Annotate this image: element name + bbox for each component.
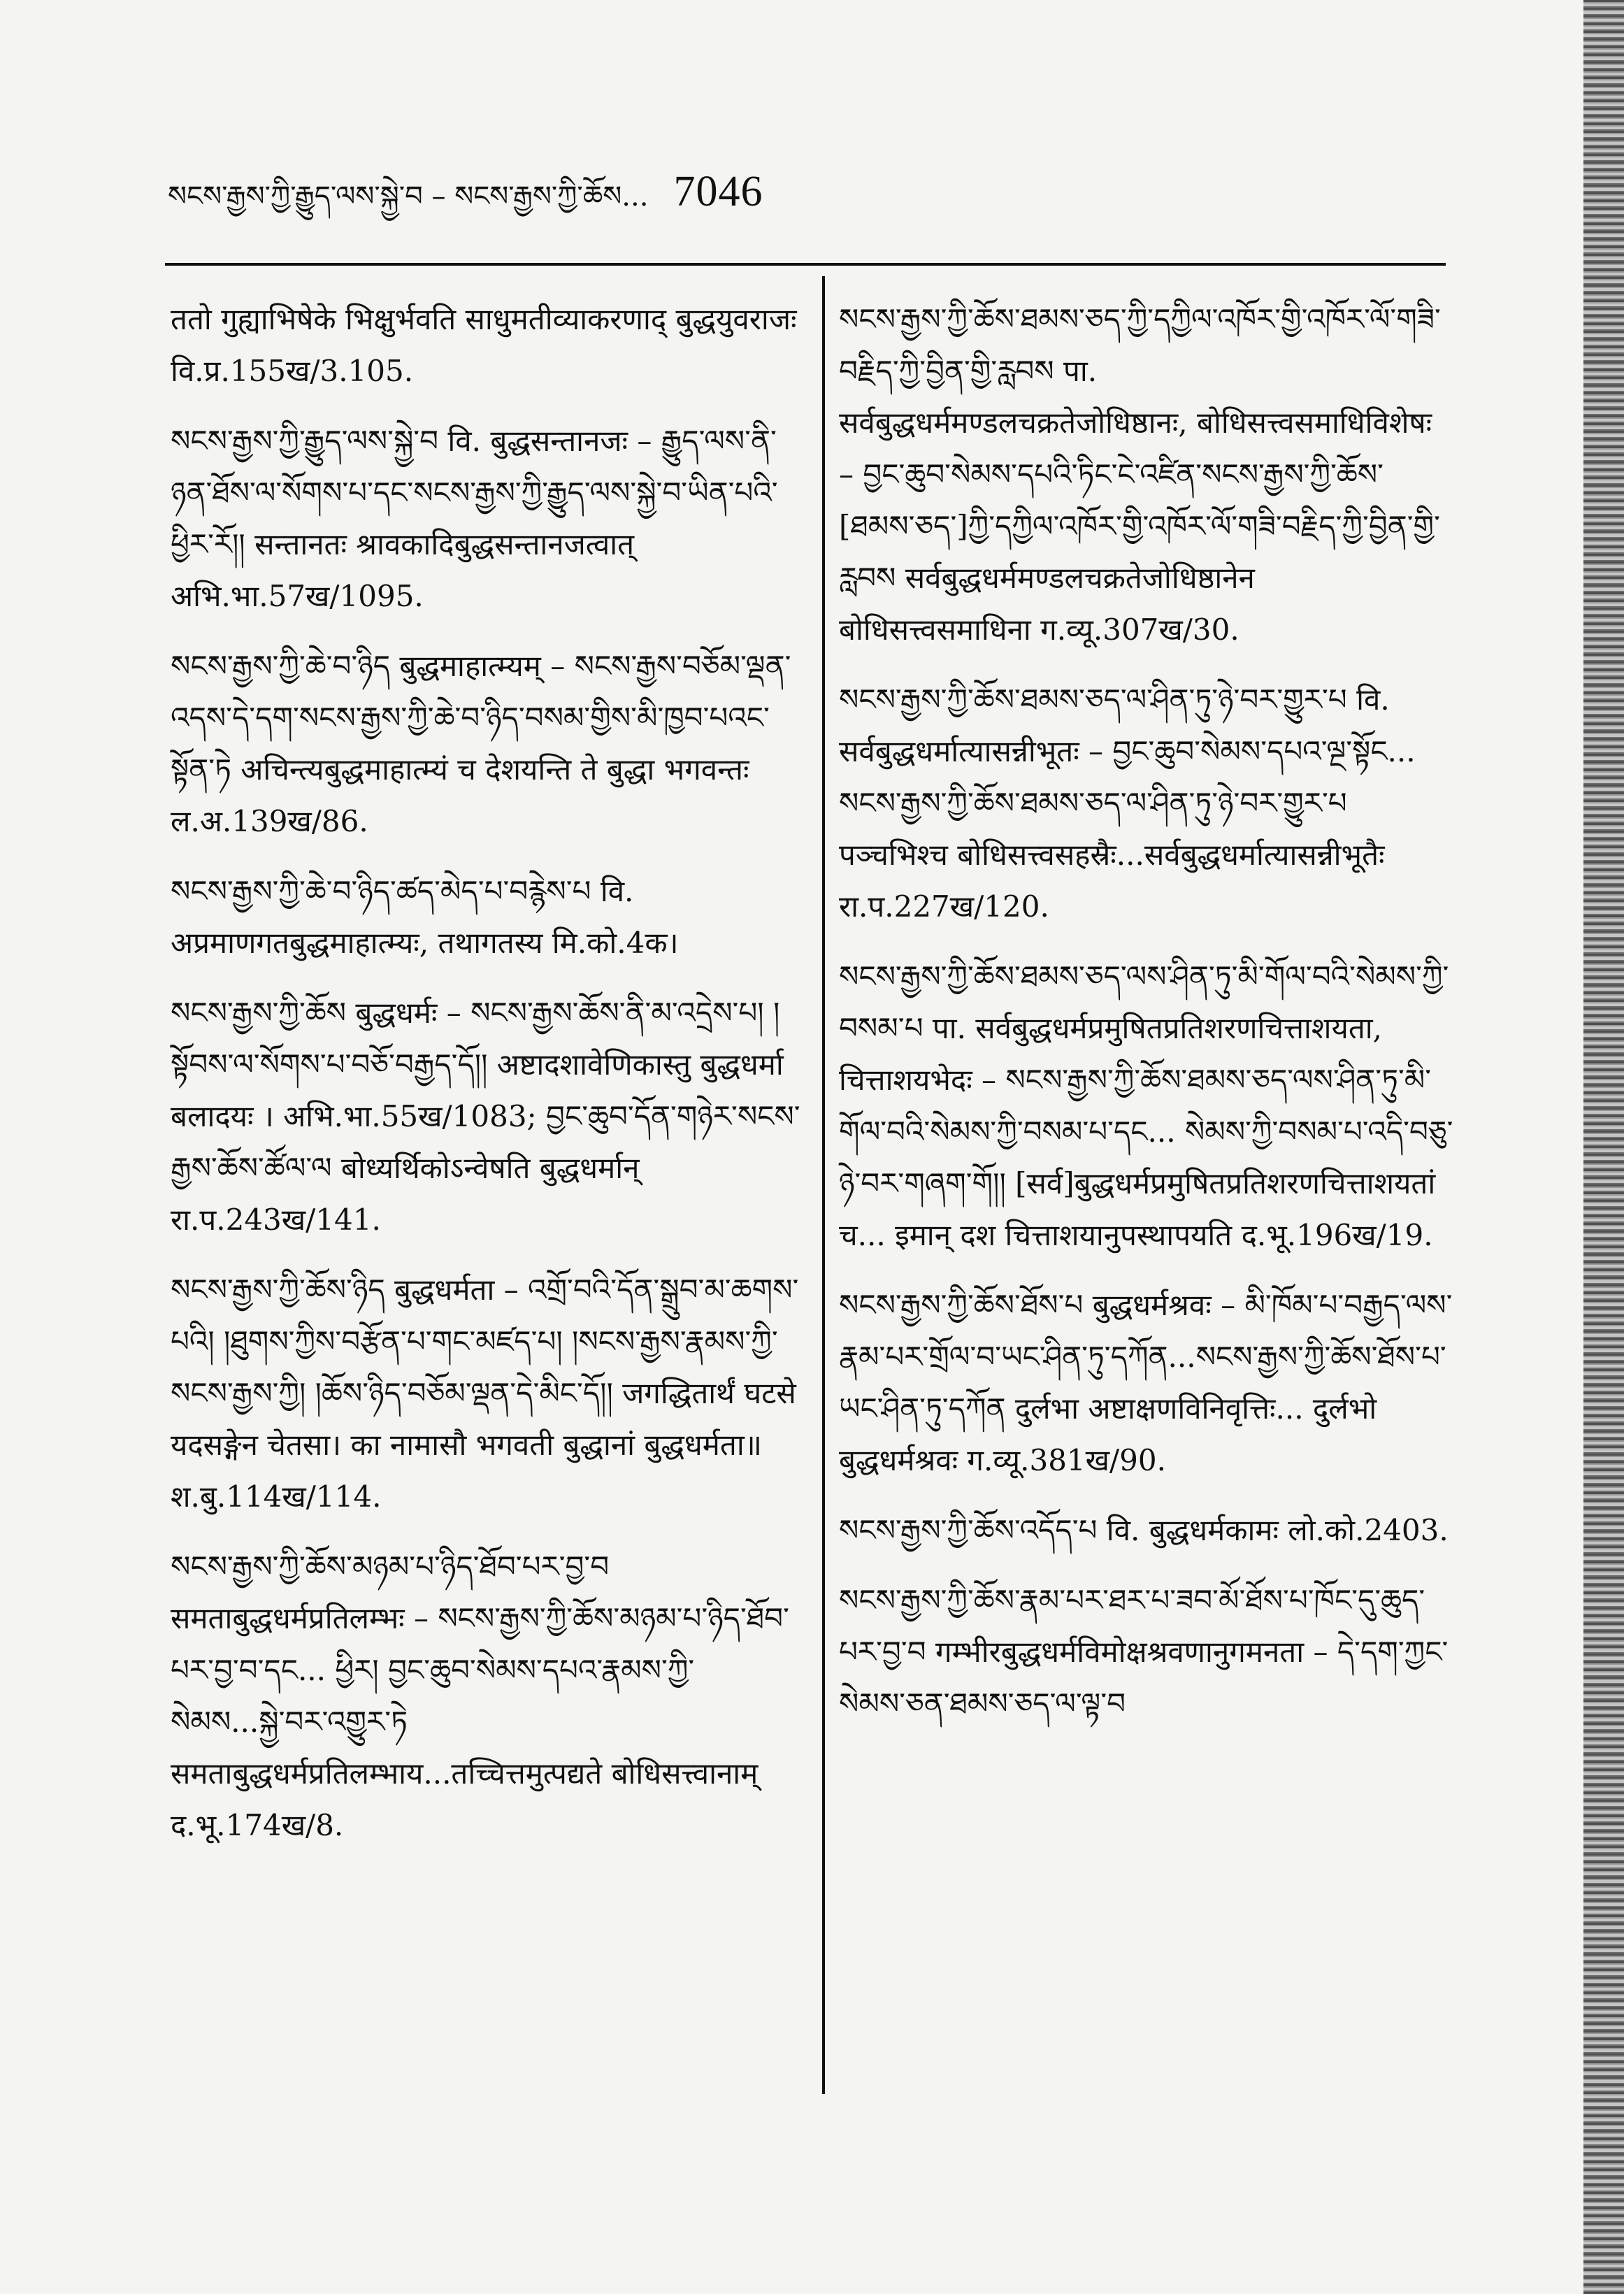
entry-body: ततो गुह्याभिषेके भिक्षुर्भवति साधुमतीव्याकरणाद् बुद्धयुवराजः वि.प्र.155ख/3.105. (171, 302, 797, 388)
entry-body: बुद्धधर्मता – འགྲོ་བའི་དོན་སྒྲུབ་མ་ཆགས་པའི། །ཐུགས་ཀྱིས་བརྩོན་པ་གང་མཛད་པ། །སངས་རྒྱས་རྣམས་ཀྱི་སངས་རྒྱས་ཀྱི། །ཆོས་ཉིད་བཅོམ་ལྡན་དེ་མིང་དོ།། जगद्धितार्थं घटसे यदसङ्गेन चेतसा। का नामासौ भगवती बुद्धानां बुद्धधर्मता॥ श.बु.114ख/114. (171, 1273, 799, 1514)
entry-headword: སངས་རྒྱས་ཀྱི་ཆོས་འདོད་པ (839, 1513, 1098, 1547)
entry-headword: སངས་རྒྱས་ཀྱི་ཆོས (171, 996, 347, 1030)
dictionary-entry (171, 987, 803, 1246)
entry-headword: སངས་རྒྱས་ཀྱི་ཆོས་རྣམ་པར་ཐར་པ་ཟབ་མོ་ཐོས་པ་ཁོང་དུ་ཆུད་པར་བྱ་བ (839, 1583, 1425, 1669)
entry-body: बुद्धधर्मश्रवः – མི་ཁོམ་པ་བརྒྱད་ལས་རྣམ་པར་གྲོལ་བ་ཡང་ཤིན་ཏུ་དཀོན...སངས་རྒྱས་ཀྱི་ཆོས་ཐོས་པ་ཡང་ཤིན་ཏུ་དཀོན दुर्लभा अष्टाक्षणविनिवृत्तिः... दुर्लभो बुद्धधर्मश्रवः ग.व्यू.381ख/90. (839, 1288, 1453, 1477)
dictionary-entry (171, 1541, 803, 1851)
dictionary-entry (839, 951, 1454, 1261)
running-title: སངས་རྒྱས་ཀྱི་རྒྱུད་ལས་སྐྱེ་བ – སངས་རྒྱས་ཀྱི་ཆོས... (168, 180, 649, 213)
dictionary-entry (171, 415, 803, 622)
left-column (171, 294, 803, 1870)
dictionary-entry (171, 866, 803, 969)
header-rule (165, 263, 1446, 266)
entry-body: समताबुद्धधर्मप्रतिलम्भः – སངས་རྒྱས་ཀྱི་ཆོས་མཉམ་པ་ཉིད་ཐོབ་པར་བྱ་བ་དང... ཕྱིར། བྱང་ཆུབ་སེམས་དཔའ་རྣམས་ཀྱི་སེམས...སྐྱེ་བར་འགྱུར་ཏེ समताबुद्धधर्मप्रतिलम्भाय...तच्चित्तमुत्पद्यते बोधिसत्त्वानाम् द.भू.174ख/8. (171, 1601, 789, 1842)
entry-headword: སངས་རྒྱས་ཀྱི་ཆེ་བ་ཉིད་ཚད་མེད་པ་བརྙེས་པ (171, 874, 591, 908)
dictionary-entry (839, 294, 1454, 656)
right-column (839, 294, 1454, 1748)
column-divider (822, 276, 825, 2094)
running-header (168, 164, 867, 227)
entry-body: वि. बुद्धधर्मकामः लो.को.2403. (1106, 1513, 1449, 1547)
dictionary-entry (171, 1264, 803, 1523)
dictionary-entry (839, 1279, 1454, 1486)
dictionary-entry (171, 294, 803, 397)
page-number: 7046 (673, 168, 763, 215)
entry-body: वि. बुद्धसन्तानजः – རྒྱུད་ལས་ནི་ཉན་ཐོས་ལ་སོགས་པ་དང་སངས་རྒྱས་ཀྱི་རྒྱུད་ལས་སྐྱེ་བ་ཡིན་པའི་ཕྱིར་རོ།། सन्तानतः श्रावकादिबुद्धसन्तानजत्वात् अभि.भा.57ख/1095. (171, 424, 778, 613)
entry-headword: སངས་རྒྱས་ཀྱི་ཆོས་ཐམས་ཅད་ཀྱི་དཀྱིལ་འཁོར་གྱི་འཁོར་ལོ་གཟི་བརྗིད་ཀྱི་བྱིན་གྱི་རླབས (839, 302, 1441, 388)
entry-headword: སངས་རྒྱས་ཀྱི་རྒྱུད་ལས་སྐྱེ་བ (171, 424, 439, 458)
dictionary-entry (839, 1575, 1454, 1730)
entry-body: पा. सर्वबुद्धधर्ममण्डलचक्रतेजोधिष्ठानः, बोधिसत्त्वसमाधिविशेषः – བྱང་ཆུབ་སེམས་དཔའི་ཏིང་ངེ་འཛིན་སངས་རྒྱས་ཀྱི་ཆོས་[ཐམས་ཅད་]ཀྱི་དཀྱིལ་འཁོར་གྱི་འཁོར་ལོ་གཟི་བརྗིད་ཀྱི་བྱིན་གྱི་རླབས सर्वबुद्धधर्ममण्डलचक्रतेजोधिष्ठानेन बोधिसत्त्वसमाधिना ग.व्यू.307ख/30. (839, 354, 1440, 647)
dictionary-entry (839, 674, 1454, 933)
entry-body: बुद्धमाहात्म्यम् – སངས་རྒྱས་བཅོམ་ལྡན་འདས་དེ་དག་སངས་རྒྱས་ཀྱི་ཆེ་བ་ཉིད་བསམ་གྱིས་མི་ཁྱབ་པའང་སྟོན་ཏེ अचिन्त्यबुद्धमाहात्म्यं च देशयन्ति ते बुद्धा भगवन्तः ल.अ.139ख/86. (171, 649, 791, 838)
entry-body: बुद्धधर्मः – སངས་རྒྱས་ཆོས་ནི་མ་འདྲེས་པ། །སྟོབས་ལ་སོགས་པ་བཅོ་བརྒྱད་དོ།། अष्टादशावेणिकास्तु बुद्धधर्मा बलादयः । अभि.भा.55ख/1083; བྱང་ཆུབ་དོན་གཉེར་སངས་རྒྱས་ཆོས་ཚོལ་ལ बोध्यर्थिकोऽन्वेषति बुद्धधर्मान् रा.प.243ख/141. (171, 996, 800, 1237)
scan-edge (1583, 0, 1624, 2294)
entry-headword: སངས་རྒྱས་ཀྱི་ཆེ་བ་ཉིད (171, 649, 391, 683)
dictionary-entry (171, 640, 803, 847)
entry-headword: སངས་རྒྱས་ཀྱི་ཆོས་ཐམས་ཅད་ལས་ཤིན་ཏུ་མི་གོལ་བའི་སེམས་ཀྱི་བསམ་པ (839, 959, 1449, 1045)
entry-body: गम्भीरबुद्धधर्मविमोक्षश्रवणानुगमनता – དེ་དག་ཀྱང་སེམས་ཅན་ཐམས་ཅད་ལ་ལྟ་བ (839, 1635, 1449, 1721)
entry-body: वि. अप्रमाणगतबुद्धमाहात्म्यः, तथागतस्य मि.को.4क। (171, 874, 679, 960)
entry-headword: སངས་རྒྱས་ཀྱི་ཆོས་ཉིད (171, 1273, 385, 1307)
entry-headword: སངས་རྒྱས་ཀྱི་ཆོས་ཐོས་པ (839, 1288, 1084, 1322)
entry-headword: སངས་རྒྱས་ཀྱི་ཆོས་མཉམ་པ་ཉིད་ཐོབ་པར་བྱ་བ (171, 1549, 610, 1584)
entry-body: वि. सर्वबुद्धधर्मात्यासन्नीभूतः – བྱང་ཆུབ་སེམས་དཔའ་ལྔ་སྟོང... སངས་རྒྱས་ཀྱི་ཆོས་ཐམས་ཅད་ལ་ཤིན་ཏུ་ཉེ་བར་གྱུར་པ पञ्चभिश्च बोधिसत्त्वसहस्रैः...सर्वबुद्धधर्मात्यासन्नीभूतैः रा.प.227ख/120. (839, 682, 1416, 924)
entry-headword: སངས་རྒྱས་ཀྱི་ཆོས་ཐམས་ཅད་ལ་ཤིན་ཏུ་ཉེ་བར་གྱུར་པ (839, 682, 1347, 717)
entry-body: पा. सर्वबुद्धधर्मप्रमुषितप्रतिशरणचित्ताशयता, चित्ताशयभेदः – སངས་རྒྱས་ཀྱི་ཆོས་ཐམས་ཅད་ལས་ཤིན་ཏུ་མི་གོལ་བའི་སེམས་ཀྱི་བསམ་པ་དང... སེམས་ཀྱི་བསམ་པ་འདི་བཅུ་ཉེ་བར་གཞག་གོ།། [सर्व]बुद्धधर्मप्रमुषितप्रतिशरणचित्ताशयतां च... इमान् दश चित्ताशयानुपस्थापयति द.भू.196ख/19. (839, 1011, 1453, 1252)
dictionary-entry (839, 1505, 1454, 1556)
